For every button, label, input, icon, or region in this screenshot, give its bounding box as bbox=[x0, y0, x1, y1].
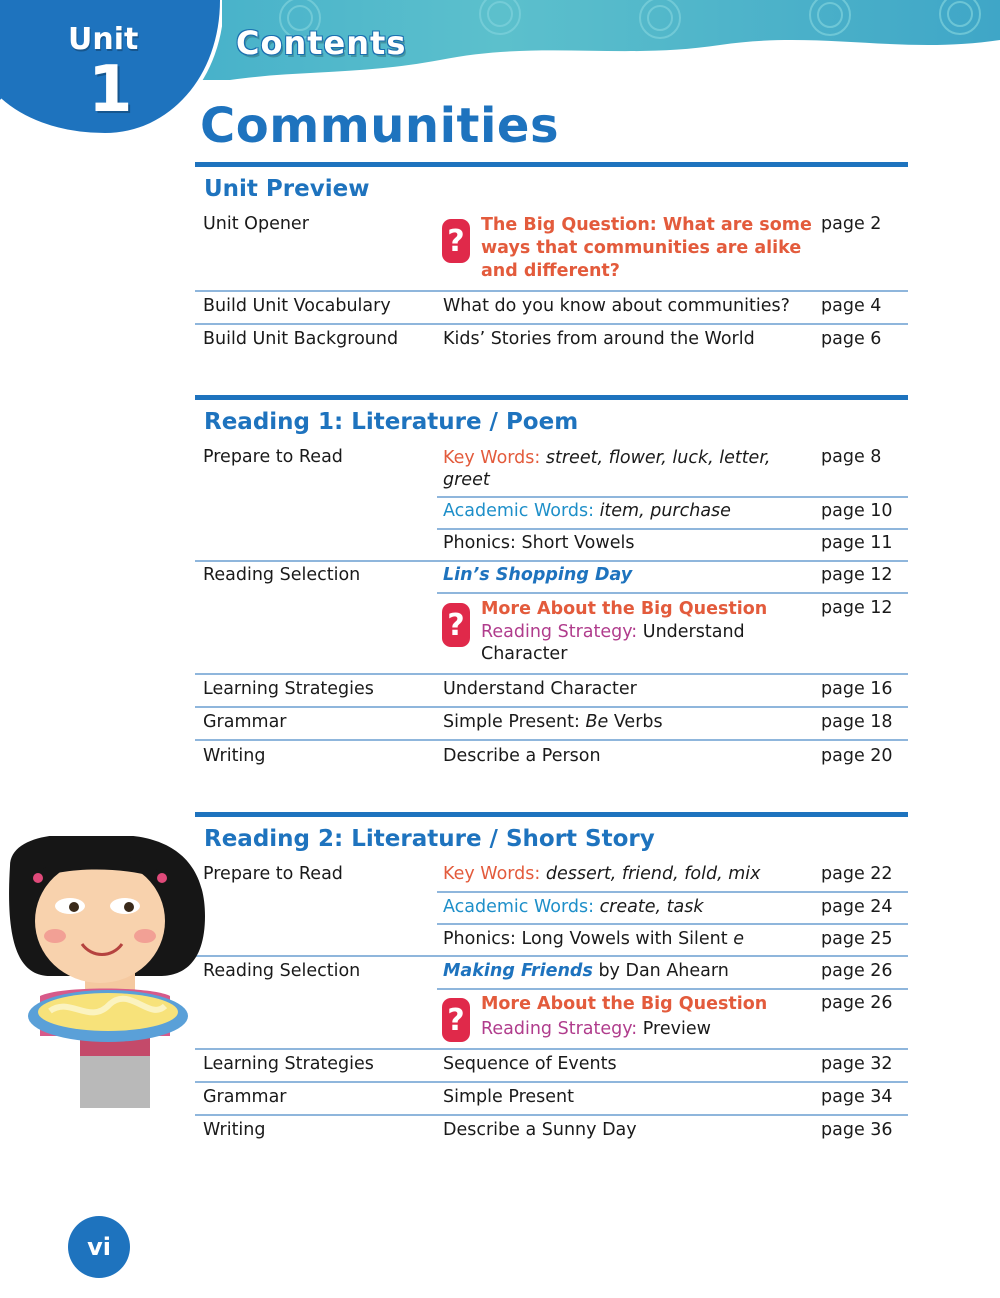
reading-strategy: Understand Character bbox=[481, 622, 745, 664]
unit-preview-section bbox=[195, 162, 908, 362]
row-label: Grammar bbox=[203, 1087, 287, 1107]
page-ref: page 24 bbox=[821, 897, 893, 917]
phonics-topic: Short Vowels bbox=[521, 533, 635, 553]
row-label: Writing bbox=[203, 1120, 266, 1140]
page-ref: page 4 bbox=[821, 296, 882, 316]
row-topic bbox=[443, 712, 813, 732]
academic-words-label: Academic Words: bbox=[443, 501, 594, 521]
row-label: Reading Selection bbox=[203, 961, 361, 981]
row-divider bbox=[195, 290, 908, 292]
selection-title: Making Friends bbox=[443, 961, 593, 981]
row-topic: Describe a Person bbox=[443, 746, 601, 766]
row-topic bbox=[443, 501, 813, 521]
page-ref: page 26 bbox=[821, 961, 893, 981]
row-topic: Sequence of Events bbox=[443, 1054, 617, 1074]
row-topic bbox=[443, 533, 813, 553]
page-ref: page 18 bbox=[821, 712, 893, 732]
row-divider bbox=[437, 988, 908, 990]
page-title: Communities bbox=[200, 98, 560, 154]
big-question-icon bbox=[441, 218, 471, 264]
row-divider bbox=[437, 923, 908, 925]
row-topic bbox=[443, 929, 813, 949]
row-label: Grammar bbox=[203, 712, 287, 732]
page-ref: page 16 bbox=[821, 679, 893, 699]
row-divider bbox=[195, 955, 908, 957]
academic-words-list: item, purchase bbox=[599, 501, 731, 521]
phonics-label: Phonics: bbox=[443, 533, 516, 553]
row-topic bbox=[443, 897, 813, 917]
big-question-text: The Big Question: What are some ways that communities are alike and different? bbox=[481, 215, 812, 281]
page-ref: page 34 bbox=[821, 1087, 893, 1107]
unit-number: 1 bbox=[88, 53, 133, 127]
big-question-icon bbox=[441, 997, 471, 1043]
page-ref: page 6 bbox=[821, 329, 882, 349]
svg-text:?: ? bbox=[447, 224, 465, 259]
girl-with-tray-illustration bbox=[0, 836, 210, 1108]
page-ref: page 32 bbox=[821, 1054, 893, 1074]
row-topic bbox=[443, 961, 813, 981]
row-topic bbox=[443, 864, 813, 884]
page-ref: page 12 bbox=[821, 598, 893, 618]
selection-author: by Dan Ahearn bbox=[598, 961, 729, 981]
page-ref: page 36 bbox=[821, 1120, 893, 1140]
phonics-topic: Long Vowels with Silent bbox=[521, 929, 728, 949]
page-number-badge: vi bbox=[68, 1216, 130, 1278]
grammar-term: Be bbox=[585, 712, 609, 732]
page-ref: page 8 bbox=[821, 447, 882, 467]
unit-label: Unit bbox=[68, 22, 139, 57]
grammar-tail: Verbs bbox=[613, 712, 663, 732]
phonics-label: Phonics: bbox=[443, 929, 516, 949]
row-divider bbox=[437, 496, 908, 498]
section-heading: Reading 2: Literature / Short Story bbox=[204, 826, 655, 852]
row-label: Learning Strategies bbox=[203, 1054, 374, 1074]
grammar-label: Simple Present: bbox=[443, 712, 580, 732]
page-ref: page 10 bbox=[821, 501, 893, 521]
key-words-label: Key Words: bbox=[443, 448, 541, 468]
reading-strategy-label: Reading Strategy: bbox=[481, 1019, 638, 1039]
page-ref: page 20 bbox=[821, 746, 893, 766]
page-ref: page 22 bbox=[821, 864, 893, 884]
big-question-icon bbox=[441, 602, 471, 648]
row-label: Prepare to Read bbox=[203, 447, 343, 467]
row-topic: Describe a Sunny Day bbox=[443, 1120, 637, 1140]
row-divider bbox=[437, 528, 908, 530]
section-rule bbox=[195, 162, 908, 167]
section-heading: Unit Preview bbox=[204, 176, 370, 202]
key-words-list: dessert, friend, fold, mix bbox=[545, 864, 761, 884]
page-ref: page 11 bbox=[821, 533, 893, 553]
svg-text:?: ? bbox=[447, 1003, 465, 1038]
key-words-list: street, flower, luck, letter, greet bbox=[443, 448, 771, 490]
phonics-letter: e bbox=[733, 929, 744, 949]
svg-text:?: ? bbox=[447, 608, 465, 643]
row-topic: Understand Character bbox=[443, 679, 637, 699]
row-divider bbox=[437, 592, 908, 594]
row-divider bbox=[437, 891, 908, 893]
row-label: Build Unit Vocabulary bbox=[203, 296, 391, 316]
section-rule bbox=[195, 395, 908, 400]
page-ref: page 26 bbox=[821, 993, 893, 1013]
academic-words-label: Academic Words: bbox=[443, 897, 594, 917]
row-topic bbox=[443, 447, 813, 491]
row-label: Unit Opener bbox=[203, 214, 309, 234]
row-divider bbox=[195, 323, 908, 325]
reading2-section bbox=[195, 812, 908, 1152]
section-rule bbox=[195, 812, 908, 817]
row-label: Prepare to Read bbox=[203, 864, 343, 884]
row-divider bbox=[195, 1081, 908, 1083]
row-divider bbox=[195, 739, 908, 741]
row-label: Build Unit Background bbox=[203, 329, 399, 349]
page-ref: page 25 bbox=[821, 929, 893, 949]
row-divider bbox=[195, 560, 908, 562]
academic-words-list: create, task bbox=[599, 897, 704, 917]
row-divider bbox=[195, 706, 908, 708]
row-divider bbox=[195, 1048, 908, 1050]
row-label: Learning Strategies bbox=[203, 679, 374, 699]
big-question-text: More About the Big Question bbox=[481, 599, 768, 619]
row-topic: Simple Present bbox=[443, 1087, 574, 1107]
row-topic: Kids’ Stories from around the World bbox=[443, 329, 755, 349]
reading-strategy: Preview bbox=[642, 1019, 711, 1039]
row-divider bbox=[195, 673, 908, 675]
row-divider bbox=[195, 1114, 908, 1116]
big-question-text: More About the Big Question bbox=[481, 994, 768, 1014]
page-ref: page 12 bbox=[821, 565, 893, 585]
selection-title: Lin’s Shopping Day bbox=[443, 565, 633, 585]
row-topic: What do you know about communities? bbox=[443, 296, 790, 316]
contents-label: Contents bbox=[236, 24, 407, 62]
reading1-section bbox=[195, 395, 908, 775]
reading-strategy-label: Reading Strategy: bbox=[481, 622, 638, 642]
section-heading: Reading 1: Literature / Poem bbox=[204, 409, 579, 435]
row-label: Reading Selection bbox=[203, 565, 361, 585]
row-label: Writing bbox=[203, 746, 266, 766]
key-words-label: Key Words: bbox=[443, 864, 541, 884]
page-ref: page 2 bbox=[821, 214, 882, 234]
